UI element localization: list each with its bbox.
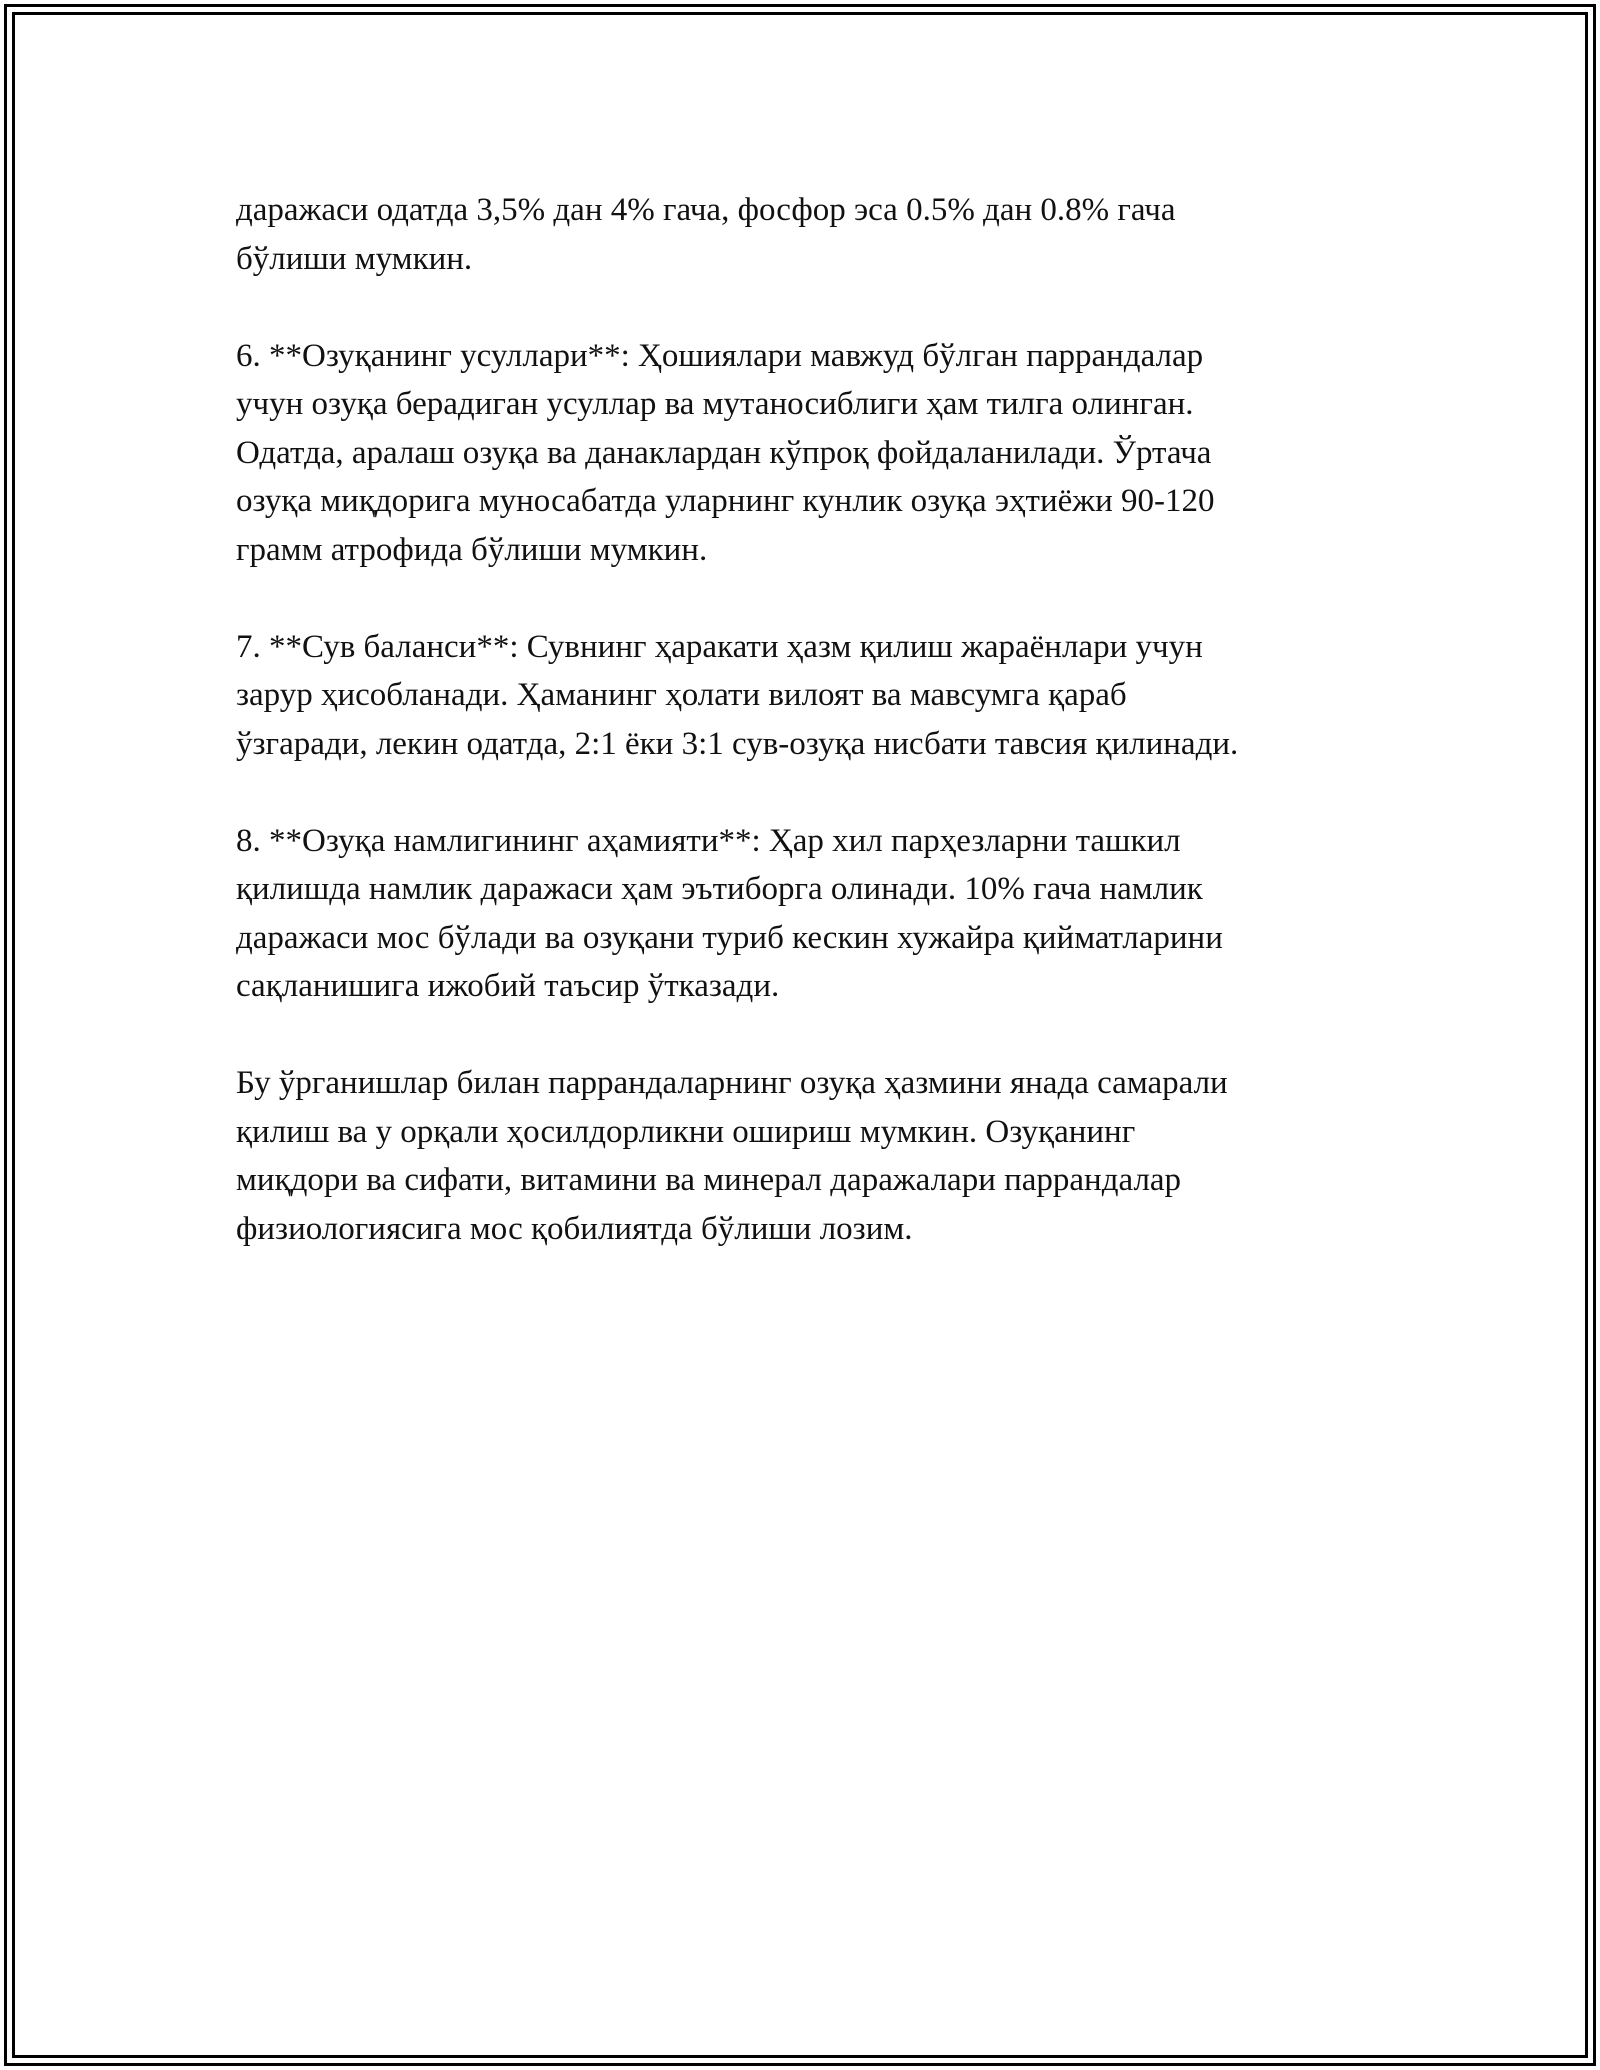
paragraph-water-balance: 7. **Сув баланси**: Сувнинг ҳаракати ҳазм қилиш жараёнлари учун зарур ҳисобланади. Ҳаманинг ҳолати вилоят ва мавсумга қараб ўзгаради, лекин одатда, 2:1 ёки 3:1 сув-озуқа нисбати тавсия қилинади. xyxy=(236,628,1239,762)
document-body xyxy=(236,186,1366,1302)
paragraph-feed-moisture: 8. **Озуқа намлигининг аҳамияти**: Ҳар хил парҳезларни ташкил қилишда намлик даражаси ҳам эътиборга олинади. 10% гача намлик даражаси мос бўлади ва озуқани туриб кескин хужайра қийматларини сақланишига ижобий таъсир ўтказади. xyxy=(236,822,1223,1004)
paragraph-feeding-methods: 6. **Озуқанинг усуллари**: Ҳошиялари мавжуд бўлган паррандалар учун озуқа берадиган усуллар ва мутаносиблиги ҳам тилга олинган. Одатда, аралаш озуқа ва данаклардан кўпроқ фойдаланилади. Ўртача озуқа миқдорига муносабатда уларнинг кунлик озуқа эҳтиёжи 90-120 грамм атрофида бўлиши мумкин. xyxy=(236,337,1215,568)
paragraph-conclusion: Бу ўрганишлар билан паррандаларнинг озуқа ҳазмини янада самарали қилиш ва у орқали ҳосилдорликни ошириш мумкин. Озуқанинг миқдори ва сифати, витамини ва минерал даражалари паррандалар физиологиясига мос қобилиятда бўлиши лозим. xyxy=(236,1065,1228,1247)
paragraph-continuation: даражаси одатда 3,5% дан 4% гача, фосфор эса 0.5% дан 0.8% гача бўлиши мумкин. xyxy=(236,192,1176,277)
